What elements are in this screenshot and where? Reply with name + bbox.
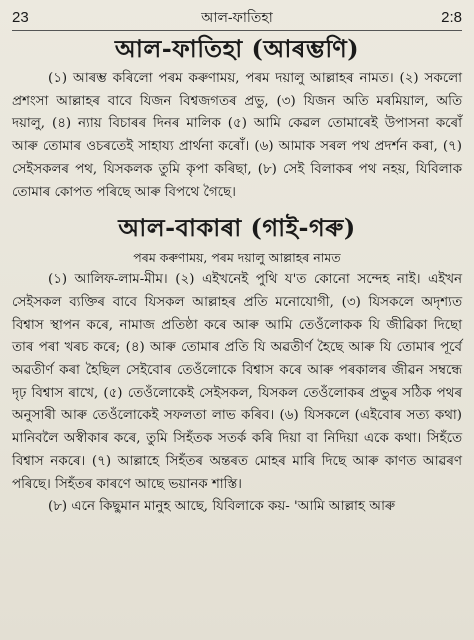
section-gap xyxy=(12,204,462,210)
header-rule xyxy=(12,30,462,31)
section-title-al-fatiha: আল-ফাতিহা (আৰম্ভণি) xyxy=(114,34,360,63)
bismillah-line: পৰম কৰুণাময়, পৰম দয়ালু আল্লাহৰ নামত xyxy=(133,250,341,266)
al-baqarah-text: (১) আলিফ-লাম-মীম। (২) এইখনেই পুথি য'ত কোনো সন্দেহ নাই। এইখন সেইসকল ব্যক্তিৰ বাবে যিসকল আল্লাহৰ প্ৰতি মনোযোগী, (৩) যিসকলে অদৃশ্যত বিশ্বাস স্থাপন কৰে, নামাজ প্ৰতিষ্ঠা কৰে আৰু আমি তেওঁলোকক যি জীৱিকা দিছো তাৰ পৰা খৰচ কৰে; (৪) আৰু তোমাৰ প্ৰতি যি অৱতীৰ্ণ হৈছে আৰু যি তোমাৰ পূৰ্বে অৱতীৰ্ণ কৰা হৈছিল সেইবোৰ তেওঁলোকে বিশ্বাস কৰে আৰু পৰকালৰ জীৱন সম্বন্ধে দৃঢ় বিশ্বাস ৰাখে, (৫) তেওঁলোকেই সেইসকল, যিসকল তেওঁলোকৰ প্ৰভুৰ সঠিক পথৰ অনুসাৰী আৰু তেওঁলোকেই সফলতা লাভ কৰিব। (৬) যিসকলে (এইবোৰ সত্য কথা) মানিবলৈ অস্বীকাৰ কৰে, তুমি সিহঁতক সতৰ্ক কৰি দিয়া বা নিদিয়া একে কথা। সিহঁতে বিশ্বাস নকৰে। (৭) আল্লাহে সিহঁতৰ অন্তৰত মোহৰ মাৰি দিছে আৰু কাণত আৱৰণ পৰিছে। সিহঁতৰ কাৰণে আছে ভয়ানক শাস্তি। xyxy=(12,272,462,492)
page-number: 23 xyxy=(12,9,29,26)
section-title-al-baqarah: আল-বাকাৰা (গাই-গৰু) xyxy=(118,213,356,243)
al-baqarah-text-continued: (৮) এনে কিছুমান মানুহ আছে, যিবিলাকে কয়- 'আমি আল্লাহ আৰু xyxy=(48,499,395,515)
running-title: আল-ফাতিহা xyxy=(201,10,273,26)
verse-reference: 2:8 xyxy=(441,9,462,26)
running-head xyxy=(12,6,462,30)
al-fatiha-text: (১) আৰম্ভ কৰিলো পৰম কৰুণাময়, পৰম দয়ালু আল্লাহৰ নামত। (২) সকলো প্ৰশংসা আল্লাহৰ বাবে যিজন বিশ্বজগতৰ প্ৰভু, (৩) যিজন অতি মৰমিয়াল, অতি দয়ালু, (৪) ন্যায় বিচাৰৰ দিনৰ মালিক (৫) আমি কেৱল তোমাৰেই উপাসনা কৰোঁ আৰু তোমাৰ ওচৰতেই সাহায্য প্ৰাৰ্থনা কৰোঁ। (৬) আমাক সৰল পথ প্ৰদৰ্শন কৰা, (৭) সেইসকলৰ পথ, যিসকলক তুমি কৃপা কৰিছা, (৮) সেই বিলাকৰ পথ নহয়, যিবিলাক তোমাৰ কোপত পৰিছে আৰু বিপথে গৈছে। xyxy=(12,71,462,200)
